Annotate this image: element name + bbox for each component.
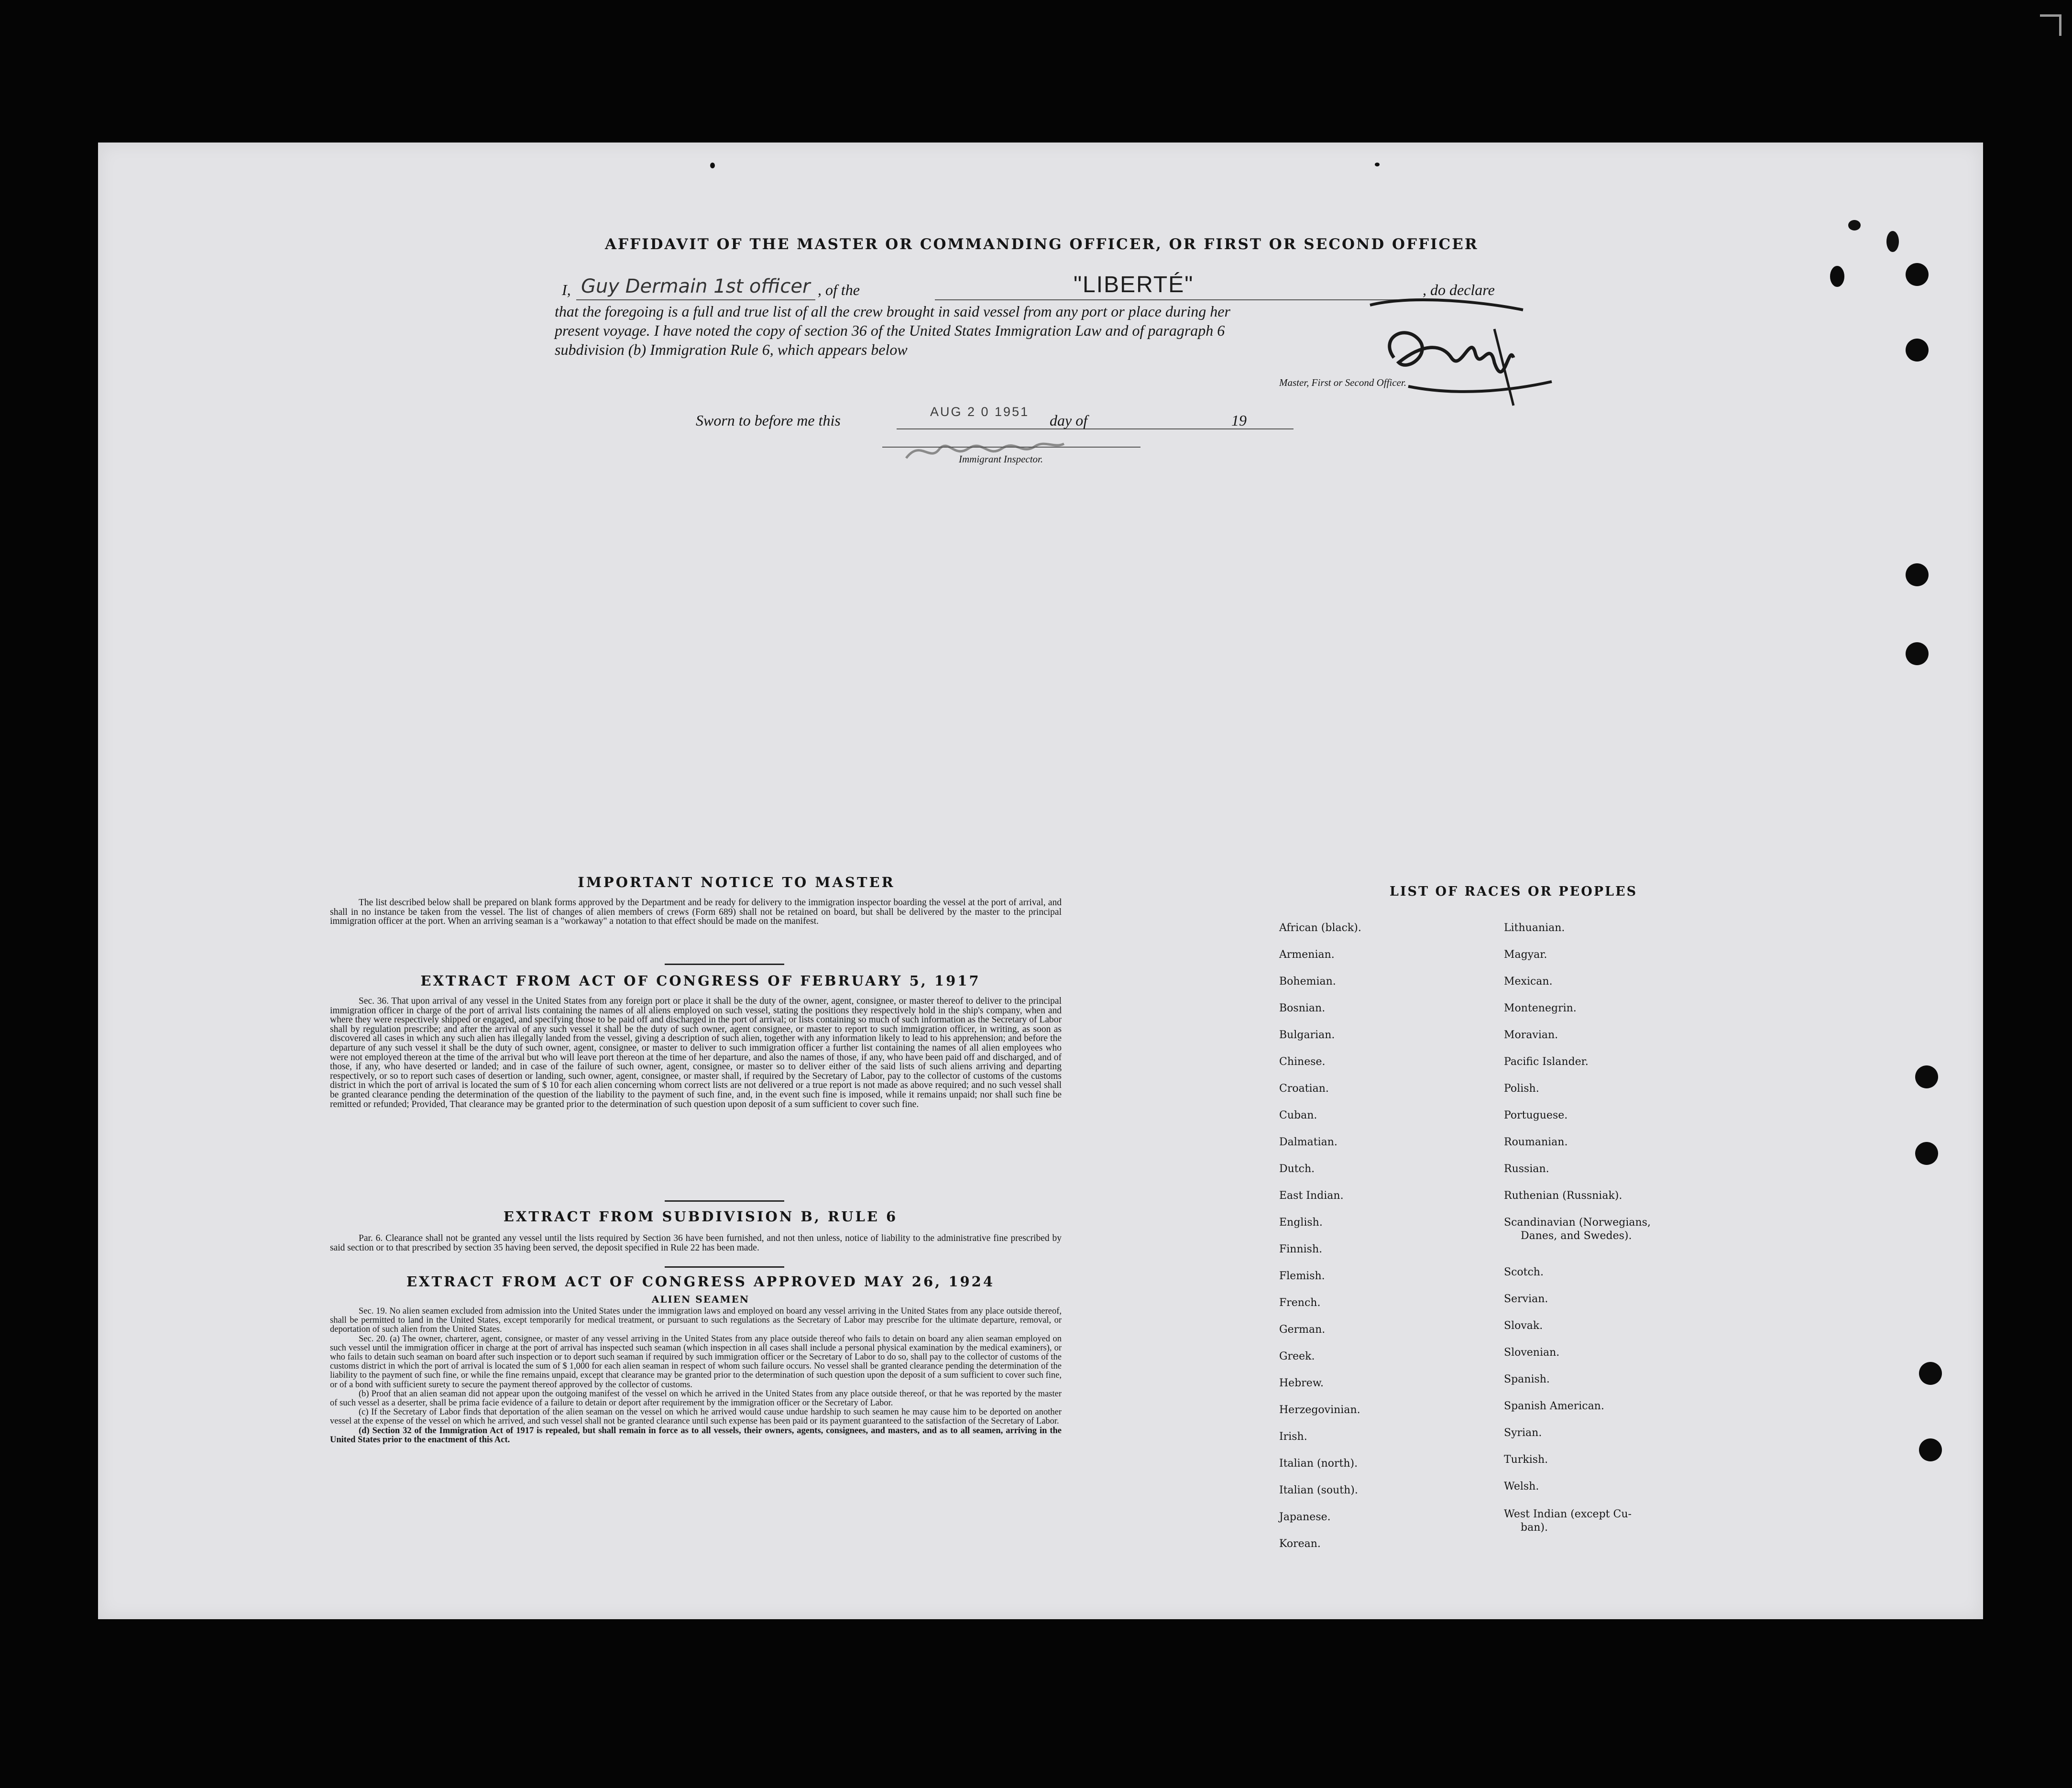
race-item: Dalmatian. — [1279, 1136, 1337, 1148]
race-item: Magyar. — [1504, 949, 1547, 961]
extract-1917-title: EXTRACT FROM ACT OF CONGRESS OF FEBRUARY 5, 1917 — [420, 973, 981, 989]
race-item: German. — [1279, 1324, 1326, 1336]
race-item: Syrian. — [1504, 1427, 1542, 1439]
race-item: Ruthenian (Russniak). — [1504, 1190, 1623, 1202]
race-item: Slovak. — [1504, 1320, 1543, 1332]
race-item: Turkish. — [1504, 1454, 1548, 1466]
race-item: Mexican. — [1504, 976, 1553, 987]
race-item: Scandinavian (Norwegians, — [1504, 1217, 1651, 1229]
notice-title: IMPORTANT NOTICE TO MASTER — [578, 874, 895, 890]
race-item: Welsh. — [1504, 1481, 1539, 1492]
race-item: Korean. — [1279, 1538, 1321, 1550]
vessel-name: "LIBERTÉ" — [1074, 272, 1194, 297]
race-item: Italian (south). — [1279, 1484, 1358, 1496]
affidavit-line-1-of-the: , of the — [818, 281, 860, 298]
race-item: Spanish. — [1504, 1373, 1550, 1385]
punch-hole — [1915, 1065, 1938, 1088]
race-item: ban). — [1521, 1522, 1548, 1534]
race-item: Russian. — [1504, 1163, 1549, 1175]
extract-1924-subtitle: ALIEN SEAMEN — [651, 1294, 750, 1305]
inspector-line — [882, 447, 1140, 448]
race-item: Slovenian. — [1504, 1347, 1560, 1359]
extract-1917-divider — [665, 1200, 784, 1202]
races-title: LIST OF RACES OR PEOPLES — [1389, 884, 1638, 899]
day-of-label: day of — [1050, 412, 1088, 429]
punch-hole — [1915, 1142, 1938, 1165]
affidavit-title: AFFIDAVIT OF THE MASTER OR COMMANDING OFFICER, OR FIRST OR SECOND OFFICER — [605, 236, 1479, 253]
race-item: French. — [1279, 1297, 1321, 1309]
punch-hole — [1906, 339, 1929, 362]
signature-caption: Master, First or Second Officer. — [1279, 377, 1406, 388]
punch-hole — [1830, 266, 1844, 287]
extract-1917-body: Sec. 36. That upon arrival of any vessel in the United States from any foreign port or place it shall be the duty of the owner, agent, consignee, or master thereof to deliver to the principal immigration officer in charge of the port of arrival lists containing the names of all aliens employed on such vessel, stating the positions they respectively hold in the ship's company, when and where they were respectively shipped or engaged, and specifying those to be paid off and discharged in the port of arrival; or lists containing so much of such information as the Secretary of Labor shall by regulation prescribe; and after the arrival of any such vessel it shall be the duty of such owner, agent consignee, or master to report to such immigration officer, in writing, as soon as discovered all cases in which any such alien has illegally landed from the vessel, giving a description of such alien, together with any information likely to lead to his apprehension; and before the departure of any such vessel it shall be the duty of such owner, agent, consignee, or master to deliver to such immigration officer a further list containing the names of all alien employees who were not employed thereon at the time of the arrival but who will leave port thereon at the time of her departure, and also the names of those, if any, who have been paid off and discharged, and of those, if any, who have deserted or landed; and in case of the failure of such owner, agent, consignee, or master so to deliver either of the said lists of such aliens arriving and departing respectively, or so to report such cases of desertion or landing, such owner, agent, consignee, or master shall, if required by the Secretary of Labor, pay to the collector of customs of the customs district in which the port of arrival is located the sum of $ 10 for each alien concerning whom correct lists are not delivered or a true report is not made as above required; and no such vessel shall be granted clearance pending the determination of the question of the liability to the payment of such fine, and, in the event such fine is imposed, while it remains unpaid; nor shall such fine be remitted or refunded; Provided, That clearance may be granted prior to the determination of such question upon deposit of a sum sufficient to cover such fine. — [330, 996, 1062, 1109]
race-item: Lithuanian. — [1504, 922, 1565, 934]
year-prefix: 19 — [1231, 412, 1247, 429]
race-item: West Indian (except Cu- — [1504, 1508, 1632, 1520]
race-item: Bohemian. — [1279, 976, 1336, 987]
extract-1924-sec20b: (b) Proof that an alien seaman did not appear upon the outgoing manifest of the vessel on which he arrived in the United States from any place outside thereof, or that he was reported by the master of such vessel as a deserter, shall be prima facie evidence of a failure to detain or deport after requirement by the immigration officer or the Secretary of Labor. — [330, 1389, 1062, 1408]
affidavit-line-3: present voyage. I have noted the copy of section 36 of the United States Immigration Law and of paragraph 6 — [555, 322, 1225, 339]
race-item: Croatian. — [1279, 1083, 1329, 1095]
punch-hole — [1906, 263, 1929, 286]
film-frame-corner — [2040, 14, 2061, 36]
officer-name-line — [576, 299, 815, 300]
race-item: Moravian. — [1504, 1029, 1558, 1041]
ink-speck — [1848, 220, 1861, 230]
affidavit-line-2: that the foregoing is a full and true list of all the crew brought in said vessel from any port or place during her — [555, 303, 1230, 320]
race-item: Servian. — [1504, 1293, 1548, 1305]
race-item: Herzegovinian. — [1279, 1404, 1360, 1416]
ink-speck — [1886, 231, 1899, 252]
extract-1924-title: EXTRACT FROM ACT OF CONGRESS APPROVED MAY 26, 1924 — [406, 1273, 995, 1290]
race-item: Chinese. — [1279, 1056, 1326, 1068]
date-stamp: AUG 2 0 1951 — [930, 405, 1030, 419]
race-item: Greek. — [1279, 1350, 1315, 1362]
extract-rule6-divider — [665, 1266, 784, 1268]
race-item: East Indian. — [1279, 1190, 1344, 1202]
race-item: African (black). — [1279, 922, 1361, 934]
affidavit-line-4: subdivision (b) Immigration Rule 6, which appears below — [555, 341, 908, 358]
officer-name-handwritten: Guy Dermain 1st officer — [581, 275, 811, 297]
affidavit-line-1-prefix: I, — [562, 281, 571, 298]
race-item: Hebrew. — [1279, 1377, 1324, 1389]
race-item: Flemish. — [1279, 1270, 1325, 1282]
race-item: Pacific Islander. — [1504, 1056, 1589, 1068]
race-item: Scotch. — [1504, 1266, 1544, 1278]
punch-hole — [1906, 563, 1929, 586]
race-item: English. — [1279, 1217, 1323, 1229]
master-signature — [1351, 286, 1733, 420]
ink-speck — [1375, 163, 1380, 166]
race-item: Montenegrin. — [1504, 1002, 1577, 1014]
affidavit-line-1-suffix: , do declare — [1423, 281, 1495, 298]
vessel-name-line — [935, 299, 1423, 300]
extract-rule6-body: Par. 6. Clearance shall not be granted any vessel until the lists required by Section 36 have been furnished, and not then unless, notice of liability to the administrative fine prescribed by said section or to that prescribed by section 35 having been served, the deposit specified in Rule 22 has been made. — [330, 1233, 1062, 1253]
ink-speck — [710, 163, 715, 168]
extract-1924-sec20c: (c) If the Secretary of Labor finds that deportation of the alien seaman on the vessel on which he arrived would cause undue hardship to such seamen he may cause him to be deported on another vessel at the expense of the vessel on which he arrived, and such vessel shall not be granted clearance until such expense has been paid or its payment guaranteed to the satisfaction of the Secretary of Labor. — [330, 1407, 1062, 1426]
year-line — [1250, 428, 1294, 429]
race-item: Irish. — [1279, 1431, 1307, 1443]
extract-rule6-title: EXTRACT FROM SUBDIVISION B, RULE 6 — [503, 1208, 898, 1225]
race-item: Bulgarian. — [1279, 1029, 1335, 1041]
document-page — [98, 143, 1983, 1619]
race-item: Roumanian. — [1504, 1136, 1568, 1148]
race-item: Polish. — [1504, 1083, 1539, 1095]
punch-hole — [1919, 1438, 1942, 1461]
race-item: Spanish American. — [1504, 1400, 1604, 1412]
race-item: Danes, and Swedes). — [1521, 1230, 1632, 1242]
race-item: Bosnian. — [1279, 1002, 1326, 1014]
punch-hole — [1906, 642, 1929, 665]
extract-1924-sec20a: Sec. 20. (a) The owner, charterer, agent, consignee, or master of any vessel arriving in the United States from any place outside thereof who fails to detain on board any alien seaman employed on such vessel until the immigration officer in charge at the port of arrival has inspected such seaman (which inspection in all cases shall include a personal physical examination by the medical examiners), or who fails to detain such seaman on board after such inspection or to deport such seaman if required by such immigration officer or the Secretary of Labor to do so, shall pay to the collector of customs of the customs district in which the port of arrival is located the sum of $ 1,000 for each alien seaman in respect of whom such failure occurs. No vessel shall be granted clearance pending the determination of the liability to the payment of such fine, or while the fine remains unpaid, except that clearance may be granted prior to the determination of such question upon the deposit of a sum sufficient to cover such fine, or of a bond with sufficient surety to secure the payment thereof approved by the collector of customs. — [330, 1334, 1062, 1390]
punch-hole — [1919, 1362, 1942, 1385]
race-item: Cuban. — [1279, 1109, 1317, 1121]
race-item: Italian (north). — [1279, 1458, 1358, 1470]
sworn-prefix: Sworn to before me this — [696, 412, 841, 429]
inspector-caption: Immigrant Inspector. — [959, 453, 1043, 465]
race-item: Japanese. — [1279, 1511, 1331, 1523]
extract-1924-sec20d: (d) Section 32 of the Immigration Act of 1917 is repealed, but shall remain in force as to all vessels, their owners, agents, consignees, and masters, and as to all seamen, arriving in the United States prior to the enactment of this Act. — [330, 1426, 1062, 1445]
extract-1924-body — [330, 1307, 1062, 1445]
race-item: Dutch. — [1279, 1163, 1315, 1175]
race-item: Armenian. — [1279, 949, 1335, 961]
race-item: Finnish. — [1279, 1243, 1323, 1255]
notice-body: The list described below shall be prepared on blank forms approved by the Department and be ready for delivery to the immigration inspector boarding the vessel at the port of arrival, and shall in no instance be taken from the vessel. The list of changes of alien members of crews (Form 689) shall not be retained on board, but shall be delivered by the master to the principal immigration officer at the port. When an arriving seaman is a "workaway" a notation to that effect should be made on the manifest. — [330, 898, 1062, 927]
extract-1924-sec19: Sec. 19. No alien seamen excluded from admission into the United States under the immigration laws and employed on board any vessel arriving in the United States from any place outside thereof, shall be permitted to land in the United States, except temporarily for medical treatment, or pursuant to such regulations as the Secretary of Labor may prescribe for the ultimate departure, removal, or deportation of such alien from the United States. — [330, 1306, 1062, 1335]
race-item: Portuguese. — [1504, 1109, 1568, 1121]
notice-divider — [665, 964, 784, 965]
